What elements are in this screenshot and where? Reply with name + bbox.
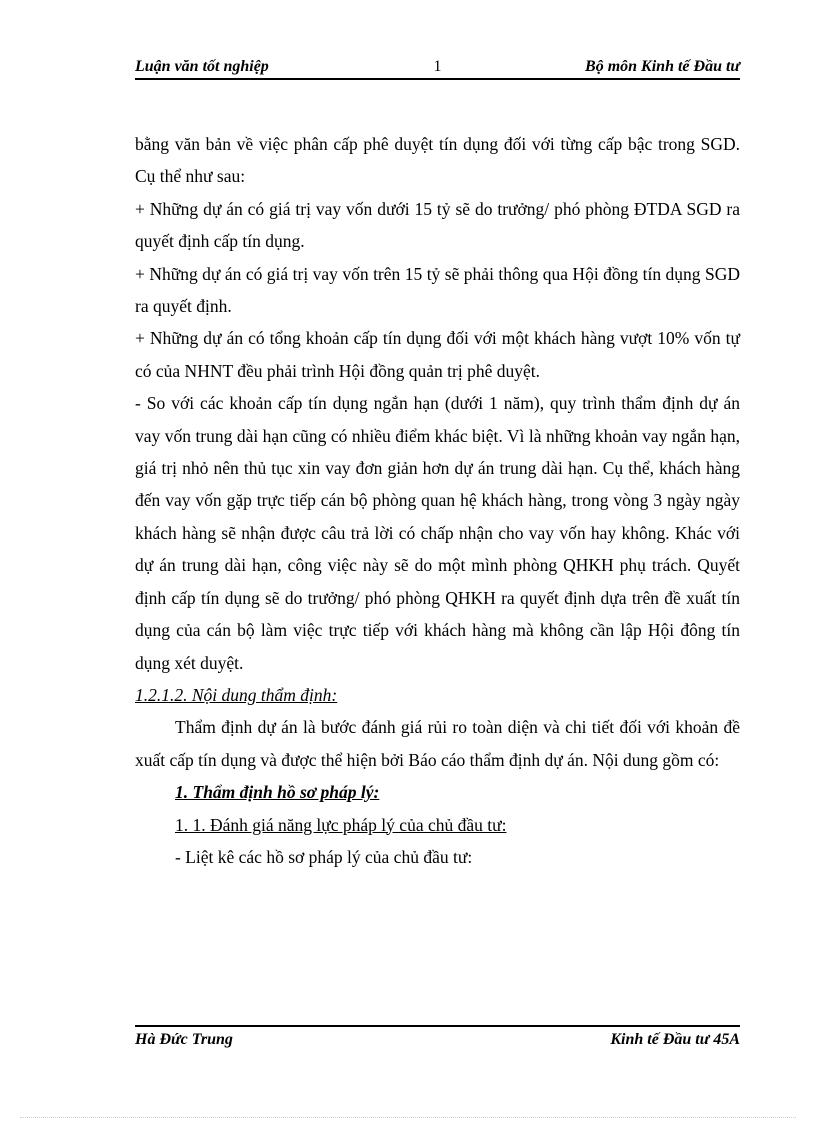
footer-class: Kinh tế Đầu tư 45A bbox=[610, 1031, 740, 1048]
page-body bbox=[135, 128, 740, 873]
page-header bbox=[135, 56, 740, 80]
page-number: 1 bbox=[433, 58, 442, 75]
paragraph: bằng văn bản về việc phân cấp phê duyệt tín dụng đối với từng cấp bậc trong SGD. Cụ thể như sau: bbox=[135, 134, 740, 187]
footer-author: Hà Đức Trung bbox=[135, 1031, 233, 1048]
subsection-heading: 1.2.1.2. Nội dung thẩm định: bbox=[135, 684, 338, 705]
header-department: Bộ môn Kinh tế Đầu tư bbox=[585, 58, 740, 75]
page-footer bbox=[135, 1025, 740, 1051]
list-item: + Những dự án có tổng khoản cấp tín dụng đối với một khách hàng vượt 10% vốn tự có của NHNT đều phải trình Hội đồng quản trị phê duyệt. bbox=[135, 328, 740, 381]
list-intro: - Liệt kê các hồ sơ pháp lý của chủ đầu tư: bbox=[175, 846, 473, 867]
section-heading: 1. Thẩm định hồ sơ pháp lý: bbox=[175, 782, 380, 803]
list-item: + Những dự án có giá trị vay vốn trên 15 tỷ sẽ phải thông qua Hội đồng tín dụng SGD ra quyết định. bbox=[135, 263, 740, 317]
page-edge-divider bbox=[20, 1117, 796, 1118]
subsection-title: 1. 1. Đánh giá năng lực pháp lý của chủ đầu tư: bbox=[175, 814, 507, 835]
list-item: + Những dự án có giá trị vay vốn dưới 15 tỷ sẽ do trưởng/ phó phòng ĐTDA SGD ra quyết định cấp tín dụng. bbox=[135, 198, 740, 252]
paragraph: Thẩm định dự án là bước đánh giá rủi ro toàn diện và chi tiết đối với khoản đề xuất cấp tín dụng và được thể hiện bởi Báo cáo thẩm định dự án. Nội dung gồm có: bbox=[135, 717, 740, 770]
header-thesis-title: Luận văn tốt nghiệp bbox=[135, 58, 269, 75]
paragraph: - So với các khoản cấp tín dụng ngắn hạn (dưới 1 năm), quy trình thẩm định dự án vay vốn trung dài hạn cũng có nhiều điểm khác biệt. Vì là những khoản vay ngắn hạn, giá trị nhỏ nên thủ tục xin vay đơn giản hơn dự án trung dài hạn. Cụ thể, khách hàng đến vay vốn gặp trực tiếp cán bộ phòng quan hệ khách hàng, trong vòng 3 ngày ngày khách hàng sẽ nhận được câu trả lời có chấp nhận cho vay vốn hay không. Khác với dự án trung dài hạn, công việc này sẽ do một mình phòng QHKH phụ trách. Quyết định cấp tín dụng sẽ do trưởng/ phó phòng QHKH ra quyết định dựa trên đề xuất tín dụng của cán bộ làm việc trực tiếp với khách hàng mà không cần lập Hội đông tín dụng xét duyệt. bbox=[135, 393, 740, 673]
